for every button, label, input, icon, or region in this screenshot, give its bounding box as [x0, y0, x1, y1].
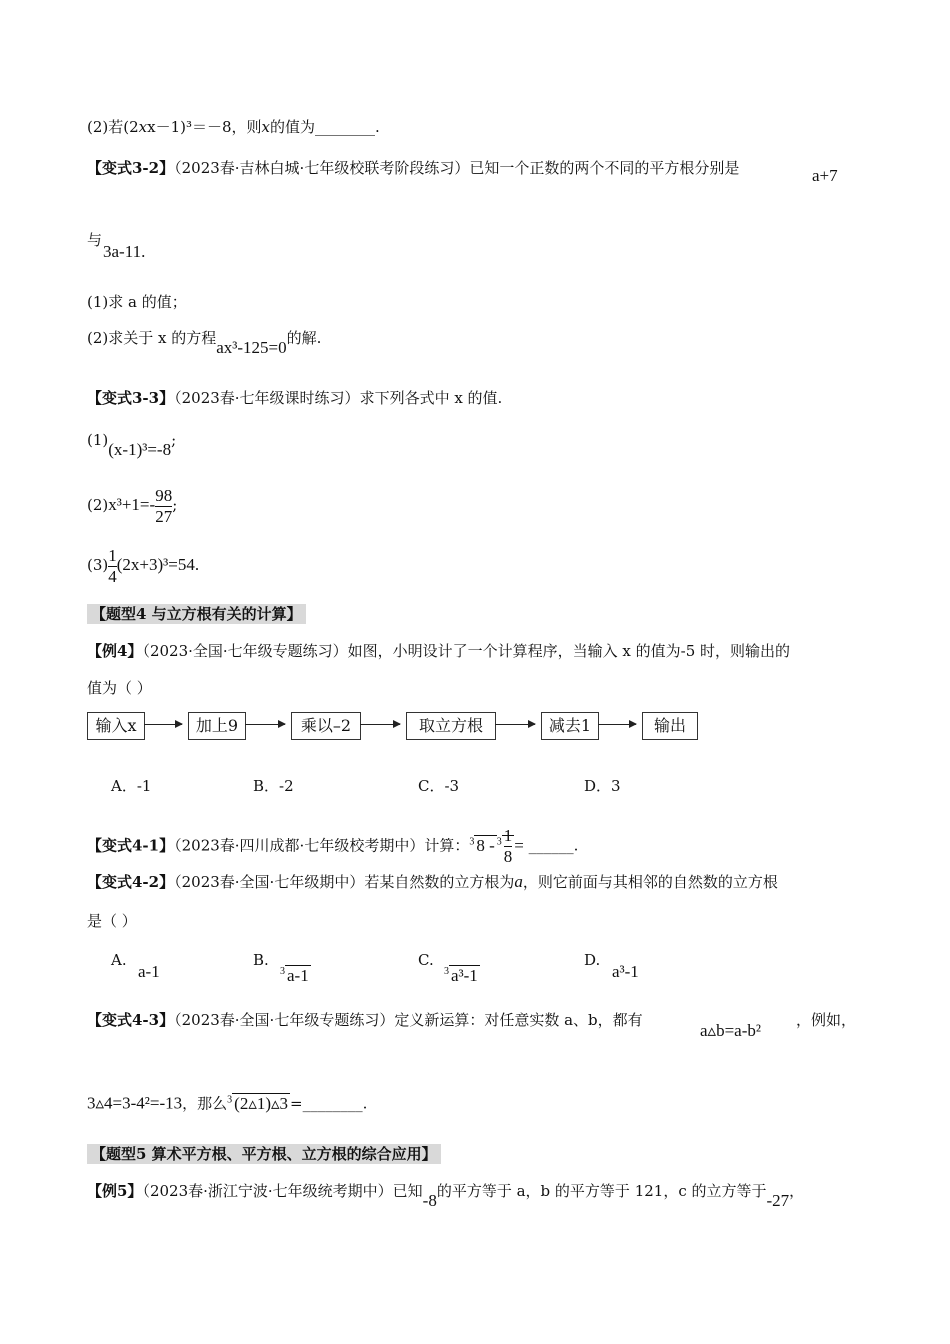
section-header-type-4: 【题型4 与立方根有关的计算】	[87, 604, 306, 624]
variant-4-3-line2: 3▵4=3-4²=-13，那么$^3$ (2▵1)▵3 =________.	[87, 1093, 368, 1113]
option-a-math: a-1	[138, 962, 160, 981]
option-b-math: $^3$ a-1	[280, 965, 309, 985]
variant-3-2-part2: (2)求关于 x 的方程ax³-125=0的解.	[87, 329, 322, 357]
arrow-icon	[144, 724, 182, 725]
option-c-math: $^3$ a³-1	[444, 965, 478, 985]
flow-add-9-box: 加上9	[188, 712, 246, 740]
example-4: 【例4】（2023·全国·七年级专题练习）如图，小明设计了一个计算程序，当输入 x 的值为-5 时，则输出的	[87, 642, 791, 660]
variant-3-3-q1: (1)(x-1)³=-8;	[87, 431, 177, 459]
option-a[interactable]: A．-1	[111, 777, 152, 795]
variant-4-3-eg: ，例如，	[796, 1011, 857, 1029]
flow-times-neg2-box: 乘以–2	[291, 712, 361, 740]
question-2: (2)若(2xx－1)³＝－8，则x的值为________.	[87, 118, 380, 136]
example-4-line2: 值为（ ）	[87, 679, 152, 697]
math-3a-11: 3a-11.	[103, 242, 146, 261]
variant-4-1: 【变式4-1】（2023春·四川成都·七年级校考期中）计算：$^3$ 8 - $^3$ $\frac{1}{8}$ = ______.	[87, 826, 579, 867]
arrow-icon	[360, 724, 400, 725]
math-definition: a▵b=a-b²	[700, 1021, 761, 1040]
option-d[interactable]: D．3	[584, 777, 621, 795]
math-a-plus-7: a+7	[812, 166, 838, 185]
flow-cube-root-box: 取立方根	[406, 712, 496, 740]
arrow-icon	[598, 724, 636, 725]
variant-3-3-q2: (2)x³+1=- $\frac{98}{27}$ ;	[87, 485, 178, 526]
flow-input-box: 输入x	[87, 712, 145, 740]
arrow-icon	[495, 724, 535, 725]
variant-3-3-q3: (3) $\frac{1}{4}$ (2x+3)³=54.	[87, 545, 200, 586]
fraction: $\frac{1}{4}$	[108, 545, 117, 586]
arrow-icon	[245, 724, 285, 725]
example-5: 【例5】（2023春·浙江宁波·七年级统考期中）已知-8的平方等于 a，b 的平方等于 121，c 的立方等于-27，	[87, 1182, 805, 1210]
variant-4-3: 【变式4-3】（2023春·全国·七年级专题练习）定义新运算：对任意实数 a、b，都有	[87, 1011, 643, 1029]
option-a[interactable]: A.	[111, 951, 127, 969]
option-c[interactable]: C.	[418, 951, 434, 969]
fraction: $\frac{98}{27}$	[155, 485, 173, 526]
variant-3-2-part1: (1)求 a 的值；	[87, 293, 187, 311]
flow-output-box: 输出	[642, 712, 698, 740]
option-b[interactable]: B．-2	[253, 777, 294, 795]
option-c[interactable]: C．-3	[418, 777, 460, 795]
variant-3-2: 【变式3-2】（2023春·吉林白城·七年级校联考阶段练习）已知一个正数的两个不同的平方根分别是	[87, 159, 740, 177]
option-d[interactable]: D.	[584, 951, 601, 969]
variant-4-2: 【变式4-2】（2023春·全国·七年级期中）若某自然数的立方根为a，则它前面与其相邻的自然数的立方根	[87, 872, 778, 891]
variant-4-2-line2: 是（ ）	[87, 912, 137, 930]
cube-root-expression: $^3$ (2▵1)▵3	[227, 1093, 289, 1113]
section-header-type-5: 【题型5 算术平方根、平方根、立方根的综合应用】	[87, 1144, 441, 1164]
cube-root-expression: $^3$ 8 - $^3$ $\frac{1}{8}$ =	[469, 826, 524, 867]
flow-minus-1-box: 减去1	[541, 712, 599, 740]
variant-3-3: 【变式3-3】（2023春·七年级课时练习）求下列各式中 x 的值.	[87, 389, 503, 407]
option-b[interactable]: B.	[253, 951, 269, 969]
variant-3-2-and: 与	[87, 231, 103, 249]
option-d-math: a³-1	[612, 962, 639, 981]
